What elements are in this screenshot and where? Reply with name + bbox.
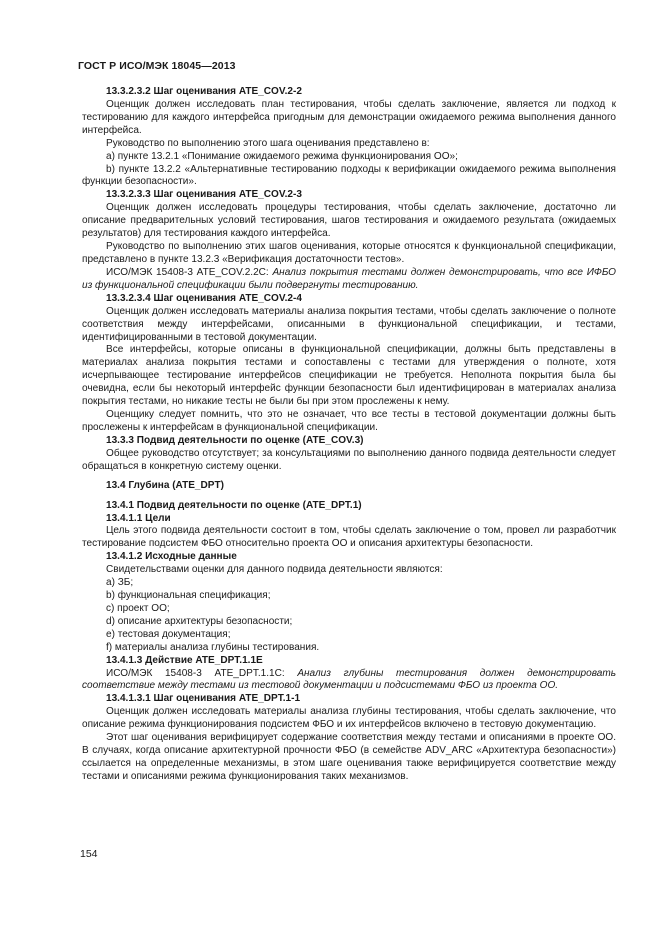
reference-prefix: ИСО/МЭК 15408-3 ATE_DPT.1.1C: [106, 667, 298, 679]
paragraph: Свидетельствами оценки для данного подвида деятельности являются: [106, 564, 443, 576]
section-heading: 13.4.1.1 Цели [106, 512, 171, 524]
paragraph: Оценщик должен исследовать материалы анализа глубины тестирования, чтобы сделать заключение, что описание режима функционирования подсистем ФБО и их интерфейсов включено в тестовую документацию. [82, 706, 616, 731]
section-heading: 13.4.1.3 Действие ATE_DPT.1.1Е [106, 654, 263, 666]
section-heading: 13.3.2.3.3 Шаг оценивания ATE_COV.2-3 [106, 189, 302, 201]
paragraph: Все интерфейсы, которые описаны в функциональной спецификации, должны быть представлены в материалах анализа покрытия тестами и сопоставлены с тестами для утверждения о полноте, хотя исчерпывающее тестирование интерфейсов спецификации не требуется. Неполнота покрытия была бы очевидна, если бы некоторый интерфейс функции безопасности был идентифицирован в материалах анализа покрытия тестами, но никакие тесты не были бы при этом прослежены к нему. [82, 344, 616, 408]
page-content [82, 86, 616, 784]
section-heading: 13.4.1.2 Исходные данные [106, 551, 237, 563]
list-item: b) функциональная спецификация; [106, 590, 271, 602]
standard-header: ГОСТ Р ИСО/МЭК 18045—2013 [78, 60, 236, 72]
list-item: e) тестовая документация; [106, 628, 231, 640]
paragraph: Этот шаг оценивания верифицирует содержание соответствия между тестами и описаниями в проекте ОО. В случаях, когда описание архитектурной прочности ФБО (в семействе ADV_ARC «Архитектура безопасности») ссылается на определенные механизмы, в этом шаге оценивания также верифицируется соответствие между тестами и описаниями режима функционирования таких механизмов. [82, 732, 616, 782]
list-item: d) описание архитектуры безопасности; [106, 615, 293, 627]
list-item: b) пункте 13.2.2 «Альтернативные тестированию подходы к верификации ожидаемого режима выполнения функции безопасности». [82, 163, 616, 188]
paragraph [82, 668, 616, 694]
section-heading: 13.3.2.3.4 Шаг оценивания ATE_COV.2-4 [106, 292, 302, 304]
page-number: 154 [80, 848, 98, 860]
list-item: a) ЗБ; [106, 577, 134, 589]
list-item: c) проект ОО; [106, 602, 170, 614]
paragraph: Общее руководство отсутствует; за консультациями по выполнению данного подвида деятельности следует обращаться в конкретную систему оценки. [82, 447, 616, 472]
paragraph: Оценщик должен исследовать процедуры тестирования, чтобы сделать заключение, достаточно ли описание предварительных условий тестирования, шагов тестирования и ожидаемого результата (ожидаемых результатов) для тестирования каждого интерфейса. [82, 202, 616, 240]
paragraph: Оценщику следует помнить, что это не означает, что все тесты в тестовой документации должны быть прослежены к интерфейсам в функциональной спецификации. [82, 409, 616, 433]
paragraph: Руководство по выполнению этого шага оценивания представлено в: [106, 137, 430, 149]
paragraph [82, 267, 616, 293]
section-heading: 13.3.2.3.2 Шаг оценивания ATE_COV.2-2 [106, 86, 302, 97]
paragraph: Руководство по выполнению этих шагов оценивания, которые относятся к функциональной спецификации, представлено в пункте 13.2.3 «Верификация достаточности тестов». [82, 241, 616, 265]
reference-text: Анализ покрытия тестами должен демонстрировать, что все ИФБО из функциональной спецификации были подвергнуты тестированию. [82, 266, 616, 291]
paragraph: Цель этого подвида деятельности состоит в том, чтобы сделать заключение о том, провел ли разработчик тестирование подсистем ФБО относительно проекта ОО и описания архитектуры безопасности. [82, 525, 616, 550]
paragraph: Оценщик должен исследовать материалы анализа покрытия тестами, чтобы сделать заключение о полноте соответствия между интерфейсами, описанными в функциональной спецификации, и тестами, идентифицированными в тестовой документации. [82, 305, 616, 343]
list-item: f) материалы анализа глубины тестирования. [106, 641, 320, 653]
section-heading: 13.3.3 Подвид деятельности по оценке (ATE_COV.3) [106, 434, 364, 446]
section-heading: 13.4 Глубина (ATE_DPT) [106, 479, 224, 491]
section-heading: 13.4.1 Подвид деятельности по оценке (ATE_DPT.1) [106, 499, 362, 511]
section-heading: 13.4.1.3.1 Шаг оценивания ATE_DPT.1-1 [106, 693, 301, 705]
reference-prefix: ИСО/МЭК 15408-3 ATE_COV.2.2C: [106, 266, 273, 278]
reference-text: Анализ глубины тестирования должен демонстрировать соответствие между тестами из тестовой документации и подсистемами ФБО из проекта ОО. [82, 667, 616, 692]
list-item: a) пункте 13.2.1 «Понимание ожидаемого режима функционирования ОО»; [106, 150, 458, 162]
paragraph: Оценщик должен исследовать план тестирования, чтобы сделать заключение, является ли подход к тестированию для каждого интерфейса пригодным для демонстрации ожидаемого режима выполнения данного интерфейса. [82, 98, 616, 136]
